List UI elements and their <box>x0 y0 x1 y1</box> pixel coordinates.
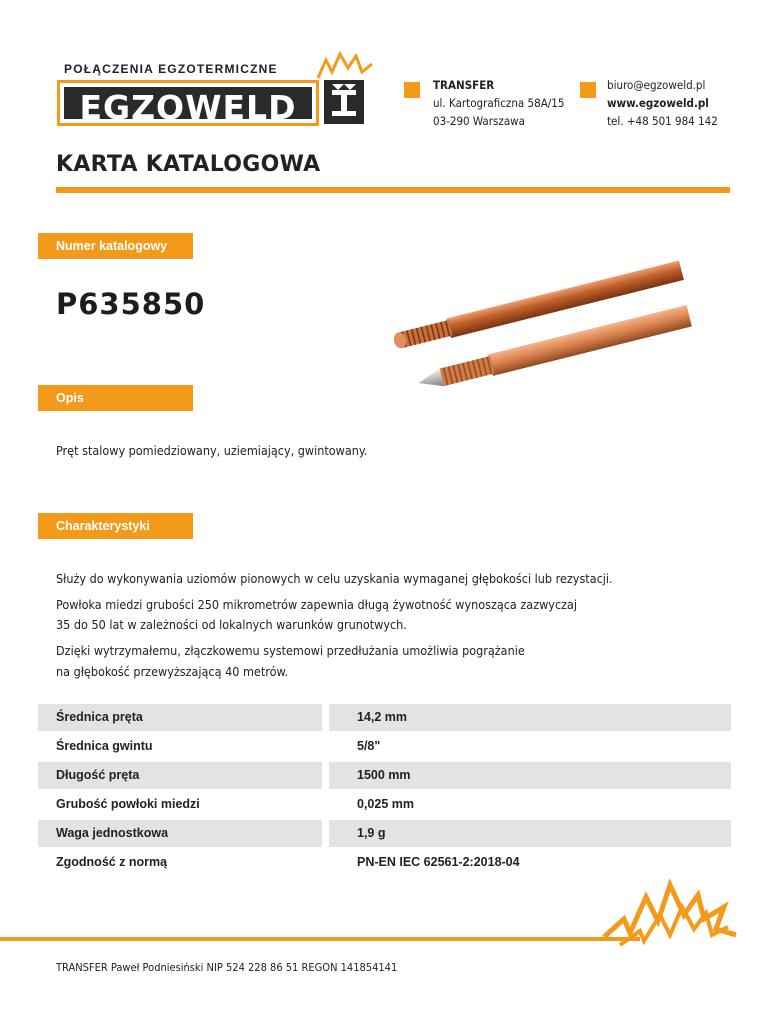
characteristics-line: Dzięki wytrzymałemu, złączkowemu systemowi przedłużania umożliwia pogrążanie <box>56 643 525 658</box>
spec-value: PN-EN IEC 62561-2:2018-04 <box>357 855 520 869</box>
website-link[interactable]: www.egzoweld.pl <box>607 96 709 110</box>
characteristics-label: Charakterystyki <box>56 519 150 533</box>
characteristics-line: 35 do 50 lat w zależności od lokalnych warunków grunotwych. <box>56 617 407 632</box>
table-row <box>38 820 731 849</box>
email-link[interactable]: biuro@egzoweld.pl <box>607 78 706 92</box>
table-row <box>38 733 731 762</box>
spec-value: 0,025 mm <box>357 797 414 811</box>
street: ul. Kartograficzna 58A/15 <box>433 96 565 110</box>
catalog-number: P635850 <box>56 287 206 321</box>
footer-divider <box>0 937 640 941</box>
product-image <box>380 248 700 398</box>
description-label: Opis <box>56 391 84 405</box>
address-block <box>433 76 564 130</box>
spec-name: Zgodność z normą <box>56 855 168 869</box>
spec-value: 14,2 mm <box>329 704 731 731</box>
description-text: Pręt stalowy pomiedziowany, uziemiający, gwintowany. <box>56 443 368 458</box>
document-title: KARTA KATALOGOWA <box>56 152 321 177</box>
section-label-characteristics <box>38 513 193 539</box>
logo-tagline: POŁĄCZENIA EGZOTERMICZNE <box>64 62 278 76</box>
spec-name: Długość pręta <box>38 762 322 789</box>
contact-block <box>607 76 718 130</box>
footer-text: TRANSFER Paweł Podniesiński NIP 524 228 86 51 REGON 141854141 <box>56 961 398 974</box>
section-label-description <box>38 385 193 411</box>
registered-mark: ® <box>356 116 362 125</box>
logo-text: EGZOWELD <box>79 88 297 127</box>
spec-name: Średnica gwintu <box>56 739 153 753</box>
phone: tel. +48 501 984 142 <box>607 114 718 128</box>
spec-value: 5/8" <box>357 739 381 753</box>
spec-name: Średnica pręta <box>38 704 322 731</box>
table-row <box>38 791 731 820</box>
table-row <box>38 704 731 733</box>
company-name: TRANSFER <box>433 78 495 92</box>
spec-value: 1,9 g <box>329 820 731 847</box>
spec-name: Waga jednostkowa <box>38 820 322 847</box>
section-label-catalog <box>38 233 193 259</box>
spec-value: 1500 mm <box>329 762 731 789</box>
logo <box>57 80 319 126</box>
spark-decoration-icon <box>600 875 740 975</box>
address-bullet-icon <box>404 82 420 98</box>
logo-spark-icon <box>312 50 378 130</box>
characteristics-line: Służy do wykonywania uziomów pionowych w celu uzyskania wymaganej głębokości lub rezystacji. <box>56 571 613 586</box>
characteristics-line: na głębokość przewyższającą 40 metrów. <box>56 664 289 679</box>
spec-name: Grubość powłoki miedzi <box>56 797 200 811</box>
table-row <box>38 849 731 878</box>
table-row <box>38 762 731 791</box>
spec-table <box>38 704 731 878</box>
catalog-label: Numer katalogowy <box>56 239 168 253</box>
contact-bullet-icon <box>580 82 596 98</box>
title-divider <box>56 187 730 193</box>
city: 03-290 Warszawa <box>433 114 525 128</box>
characteristics-line: Powłoka miedzi grubości 250 mikrometrów zapewnia długą żywotność wynosząca zazwyczaj <box>56 597 578 612</box>
